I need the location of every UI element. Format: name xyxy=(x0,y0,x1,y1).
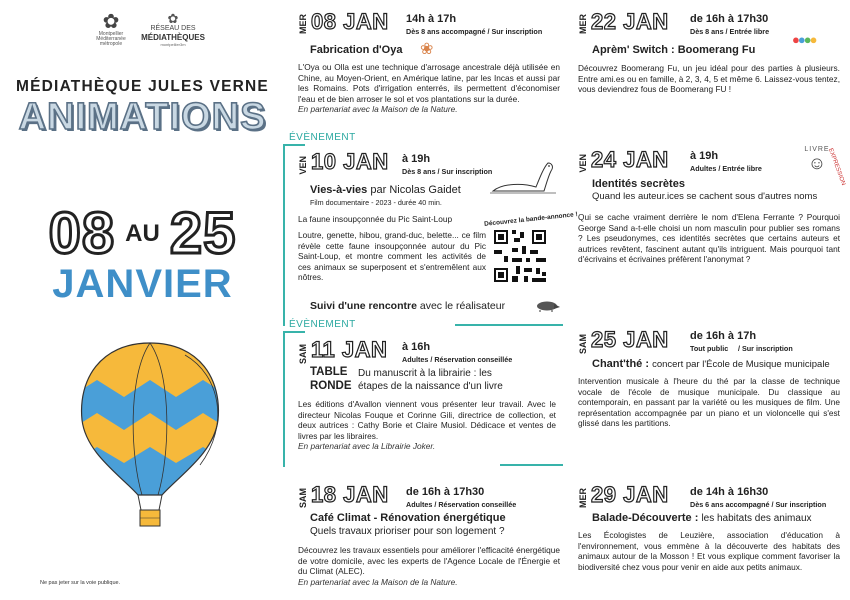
event-title-suffix: concert par l'École de Musique municipale xyxy=(652,359,830,370)
event-date: 11 JAN xyxy=(311,337,388,362)
date-from: 08 xyxy=(48,201,116,266)
trailer-label: Découvrez la bande-annonce ! xyxy=(483,211,579,228)
event-title-line2: RONDE xyxy=(310,380,352,392)
event-date: 29 JAN xyxy=(591,482,669,507)
reseau-logo xyxy=(138,12,208,47)
event-subtitle-line1: Du manuscrit à la librairie : les xyxy=(358,368,492,379)
event-partner: En partenariat avec la Maison de la Nature. xyxy=(298,104,458,114)
event-followup xyxy=(310,300,505,312)
event-title xyxy=(310,184,461,196)
library-name: MÉDIATHÈQUE JULES VERNE xyxy=(16,78,269,95)
event-audience: Adultes / Réservation conseillée xyxy=(406,500,517,509)
event-title xyxy=(592,512,812,524)
date-range xyxy=(0,200,285,267)
event-date: 24 JAN xyxy=(591,147,669,172)
otter-icon xyxy=(488,157,558,197)
event-title-suffix: les habitats des animaux xyxy=(701,513,812,524)
event-subtitle: Quand les auteur.ices se cachent sous d'autres noms xyxy=(592,191,818,202)
event-day: MER xyxy=(298,14,308,34)
footer-note: Ne pas jeter sur la voie publique. xyxy=(40,580,121,586)
metropole-line2: Méditerranée xyxy=(96,36,126,42)
event-08-jan xyxy=(298,9,560,137)
event-day: VEN xyxy=(298,156,308,175)
stamp-line2: EXPRESSION xyxy=(827,147,846,187)
event-title: Café Climat - Rénovation énergétique xyxy=(310,512,506,524)
qr-code-icon[interactable] xyxy=(492,228,548,284)
flower-logo-icon: ✿ xyxy=(167,11,179,26)
metropole-line1: Montpellier xyxy=(98,31,124,37)
event-25-jan xyxy=(578,327,840,470)
event-date: 10 JAN xyxy=(311,149,389,174)
event-10-jan xyxy=(298,149,579,327)
event-followup-suffix: avec le réalisateur xyxy=(419,300,506,312)
event-title-author: par Nicolas Gaidet xyxy=(370,184,461,196)
event-date: 18 JAN xyxy=(311,482,389,507)
livre-expression-stamp xyxy=(795,146,846,187)
event-title-main: Balade-Découverte : xyxy=(592,512,699,524)
event-title: Fabrication d'Oya xyxy=(310,44,403,56)
event-followup-main: Suivi d'une rencontre xyxy=(310,300,417,312)
event-day: MER xyxy=(578,14,588,34)
stamp-line1: LIVRE xyxy=(804,146,830,153)
event-description: Les Écologistes de Leuzière, association d'éducation à l'environnement, vous emmène à la découverte des habitats des animaux autour de la Mosson ! Et vous explique comment favoriser la biodiversité chez vous pour venir en aide aux petits animaux. xyxy=(578,530,840,572)
event-time: de 16h à 17h30 xyxy=(690,13,769,25)
event-description: Qui se cache vraiment derrière le nom d'Elena Ferrante ? Pourquoi George Sand a-t-elle choisi un nom masculin pour publier ses romans ? Les pseudonymes, ces identités secrètes que certains auteurs et autrices revêtent, fascinent autant qu'ils intriguent. Mais pourquoi tant d'écrivains et écrivaines préfèrent l'anonymat ? xyxy=(578,212,840,264)
hot-air-balloon-icon xyxy=(70,335,230,535)
date-to: 25 xyxy=(169,201,237,266)
metropole-line3: métropole xyxy=(99,41,123,47)
event-day: VEN xyxy=(578,154,588,173)
month: JANVIER xyxy=(52,262,233,306)
event-subtitle: Quels travaux prioriser pour son logement ? xyxy=(310,526,505,537)
event-frame-bottom xyxy=(500,464,563,466)
event-title-main: Chant'thé : xyxy=(592,358,649,370)
event-description xyxy=(298,62,560,115)
event-title xyxy=(592,358,830,370)
event-audience: Adultes / Réservation conseillée xyxy=(402,355,513,364)
reseau-line2: MÉDIATHÈQUES xyxy=(141,33,205,42)
event-24-jan xyxy=(578,146,846,310)
event-time: à 16h xyxy=(402,341,431,353)
event-day: MER xyxy=(578,488,588,508)
event-date: 22 JAN xyxy=(591,9,669,34)
event-audience: Dès 6 ans accompagné / Sur inscription xyxy=(690,500,827,509)
event-description-text: L'Oya ou Olla est une technique d'arrosage ancestrale déjà utilisée en Chine, au Moyen-Orient, en Amérique latine, par les Incas et aussi par les Romains. Pots d'irrigation enterrés, ils permettent d'économiser l'eau et de bien arroser le sol et vos plantations sur la durée. xyxy=(298,62,560,104)
metropole-logo xyxy=(96,12,126,47)
event-22-jan xyxy=(578,9,840,132)
event-description xyxy=(298,545,560,587)
reseau-line1: RÉSEAU DES xyxy=(150,25,196,32)
logos xyxy=(96,12,206,48)
event-audience: Adultes / Entrée libre xyxy=(690,164,762,173)
event-title: Identités secrètes xyxy=(592,178,685,190)
event-day: SAM xyxy=(578,334,588,354)
event-29-jan xyxy=(578,482,840,595)
game-characters-icon: ●●●● xyxy=(792,32,816,47)
event-description-text: Les éditions d'Avallon viennent vous présenter leur travail. Avec le directeur Nicolas Fouque et Corinne Gili, directrice de collection, et deux autrices : Cathy Borie et Claire Musiol. Dédicace et ventes de livres par les libraires. xyxy=(298,399,556,441)
event-audience: Dès 8 ans / Entrée libre xyxy=(690,27,770,36)
event-date: 08 JAN xyxy=(311,9,389,34)
event-day: SAM xyxy=(298,488,308,508)
page-title: ANIMATIONS xyxy=(18,96,267,138)
event-audience: Dès 8 ans / Sur inscription xyxy=(402,167,493,176)
event-title: Aprèm' Switch : Boomerang Fu xyxy=(592,44,756,56)
badger-icon xyxy=(534,298,560,312)
event-time: à 19h xyxy=(690,150,719,162)
event-audience: Dès 8 ans accompagné / Sur inscription xyxy=(406,27,543,36)
event-frame-bottom xyxy=(455,324,563,326)
event-title-line1: TABLE xyxy=(310,366,348,378)
event-11-jan xyxy=(298,337,560,465)
reseau-line3: montpellier3m xyxy=(160,42,186,47)
event-description: Loutre, genette, hibou, grand-duc, belette... ce film révèle cette faune insoupçonnée autour du Pic Saint-Loup, et montre comment les activités de ces animaux se superposent et s'entremêlent aux nôtres. xyxy=(298,230,486,282)
event-badge: ÉVÈNEMENT xyxy=(289,319,356,330)
event-time: de 14h à 16h30 xyxy=(690,486,769,498)
event-subtitle: La faune insoupçonnée du Pic Saint-Loup xyxy=(298,214,453,224)
event-time: de 16h à 17h30 xyxy=(406,486,485,498)
event-day: SAM xyxy=(298,344,308,364)
plant-pot-icon: ❀ xyxy=(420,41,434,58)
event-audience-line2: / Sur inscription xyxy=(738,344,793,353)
event-time: de 16h à 17h xyxy=(690,330,757,342)
event-description: Intervention musicale à l'heure du thé par la classe de technique vocale de l'école de musique municipale. Du classique au contemporain, en passant par la variété ou les musiques de film. Une représentation accompagnée par un piano et un violoncelle qui s'est glissé dans les partitions. xyxy=(578,376,840,428)
event-title-main: Vies-à-vies xyxy=(310,184,368,196)
event-date: 25 JAN xyxy=(591,327,669,352)
event-time: 14h à 17h xyxy=(406,13,457,25)
event-description-text: Découvrez les travaux essentiels pour améliorer l'efficacité énergétique de votre domicile, avec les experts de l'Agence Locale de l'Énergie et du Climat (ALEC). xyxy=(298,545,560,576)
date-connector: AU xyxy=(125,220,160,247)
event-time: à 19h xyxy=(402,153,431,165)
event-description xyxy=(298,399,556,452)
event-18-jan xyxy=(298,482,560,595)
face-icon: ☺ xyxy=(807,153,827,173)
event-partner: En partenariat avec la Librairie Joker. xyxy=(298,441,436,451)
event-badge: ÉVÈNEMENT xyxy=(289,132,356,143)
event-description: Découvrez Boomerang Fu, un jeu idéal pour des parties à plusieurs. Entre ami.es ou en famille, à 2, 3, 4, 5 et même 6. Laissez-vous tentez, vous deviendrez fous de Boomerang FU ! xyxy=(578,63,840,94)
event-film-info: Film documentaire - 2023 - durée 40 min. xyxy=(310,198,442,207)
event-subtitle-line2: étapes de la naissance d'un livre xyxy=(358,381,503,392)
flower-logo-icon: ✿ xyxy=(102,11,120,33)
event-partner: En partenariat avec la Maison de la Nature. xyxy=(298,576,458,587)
event-audience-line1: Tout public xyxy=(690,344,729,353)
